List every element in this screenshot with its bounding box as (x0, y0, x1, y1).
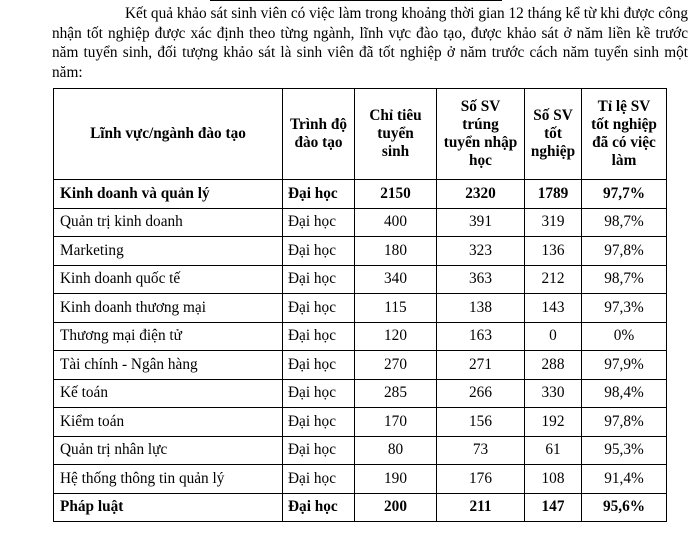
cell-admitted: 73 (437, 436, 525, 465)
intro-text: Kết quả khảo sát sinh viên có việc làm trong khoảng thời gian 12 tháng kể từ khi được công nhận tốt nghiệp được xác định theo từng ngành, lĩnh vực đào tạo, được khảo sát ở năm liền kề trước năm tuyển sinh, đối tượng khảo sát là sinh viên đã tốt nghiệp ở năm trước cách năm tuyển sinh một năm: (52, 5, 688, 81)
cell-field: Kinh doanh quốc tế (54, 265, 283, 294)
cell-level: Đại học (283, 408, 355, 437)
cell-rate: 97,9% (582, 351, 667, 380)
cell-quota: 270 (355, 351, 437, 380)
cell-rate: 97,8% (582, 408, 667, 437)
cell-quota: 80 (355, 436, 437, 465)
cell-field: Hệ thống thông tin quản lý (54, 465, 283, 494)
cell-rate: 98,7% (582, 265, 667, 294)
table-row (54, 322, 667, 351)
top-rule (210, 0, 502, 1)
table-row (54, 265, 667, 294)
cell-field: Pháp luật (54, 493, 283, 522)
cell-graduated: 136 (525, 237, 582, 266)
table-row (54, 379, 667, 408)
cell-quota: 180 (355, 237, 437, 266)
cell-rate: 98,7% (582, 208, 667, 237)
cell-rate: 98,4% (582, 379, 667, 408)
cell-rate: 0% (582, 322, 667, 351)
cell-level: Đại học (283, 265, 355, 294)
cell-admitted: 391 (437, 208, 525, 237)
cell-quota: 2150 (355, 180, 437, 209)
cell-graduated: 1789 (525, 180, 582, 209)
table-body (54, 180, 667, 522)
table-row (54, 436, 667, 465)
cell-rate: 97,8% (582, 237, 667, 266)
header-level: Trình độ đào tạo (283, 89, 355, 180)
header-admitted: Số SV trúng tuyển nhập học (437, 89, 525, 180)
cell-level: Đại học (283, 322, 355, 351)
header-rate: Tỉ lệ SV tốt nghiệp đã có việc làm (582, 89, 667, 180)
cell-admitted: 176 (437, 465, 525, 494)
cell-quota: 340 (355, 265, 437, 294)
cell-quota: 190 (355, 465, 437, 494)
cell-rate: 95,3% (582, 436, 667, 465)
cell-rate: 95,6% (582, 493, 667, 522)
cell-quota: 400 (355, 208, 437, 237)
cell-quota: 200 (355, 493, 437, 522)
cell-field: Thương mại điện tử (54, 322, 283, 351)
cell-graduated: 319 (525, 208, 582, 237)
cell-field: Kinh doanh thương mại (54, 294, 283, 323)
cell-level: Đại học (283, 379, 355, 408)
intro-paragraph (52, 4, 688, 82)
header-graduated: Số SV tốt nghiệp (525, 89, 582, 180)
cell-graduated: 0 (525, 322, 582, 351)
cell-graduated: 330 (525, 379, 582, 408)
cell-field: Kiểm toán (54, 408, 283, 437)
header-field: Lĩnh vực/ngành đào tạo (54, 89, 283, 180)
table-header-row (54, 89, 667, 180)
employment-table (53, 88, 667, 522)
table-row (54, 493, 667, 522)
cell-field: Quản trị nhân lực (54, 436, 283, 465)
cell-admitted: 163 (437, 322, 525, 351)
cell-admitted: 2320 (437, 180, 525, 209)
cell-graduated: 192 (525, 408, 582, 437)
cell-level: Đại học (283, 180, 355, 209)
cell-level: Đại học (283, 351, 355, 380)
cell-field: Tài chính - Ngân hàng (54, 351, 283, 380)
cell-quota: 115 (355, 294, 437, 323)
cell-admitted: 156 (437, 408, 525, 437)
cell-quota: 120 (355, 322, 437, 351)
cell-quota: 170 (355, 408, 437, 437)
cell-admitted: 363 (437, 265, 525, 294)
cell-level: Đại học (283, 208, 355, 237)
table-row (54, 465, 667, 494)
cell-admitted: 138 (437, 294, 525, 323)
cell-level: Đại học (283, 493, 355, 522)
cell-level: Đại học (283, 436, 355, 465)
cell-level: Đại học (283, 294, 355, 323)
cell-level: Đại học (283, 465, 355, 494)
cell-admitted: 211 (437, 493, 525, 522)
cell-level: Đại học (283, 237, 355, 266)
cell-field: Kế toán (54, 379, 283, 408)
header-quota: Chỉ tiêu tuyển sinh (355, 89, 437, 180)
cell-graduated: 108 (525, 465, 582, 494)
cell-rate: 97,7% (582, 180, 667, 209)
cell-graduated: 212 (525, 265, 582, 294)
cell-admitted: 266 (437, 379, 525, 408)
cell-quota: 285 (355, 379, 437, 408)
table-row (54, 180, 667, 209)
table-row (54, 351, 667, 380)
cell-rate: 97,3% (582, 294, 667, 323)
cell-field: Quản trị kinh doanh (54, 208, 283, 237)
cell-rate: 91,4% (582, 465, 667, 494)
cell-admitted: 271 (437, 351, 525, 380)
cell-graduated: 61 (525, 436, 582, 465)
cell-graduated: 288 (525, 351, 582, 380)
cell-field: Kinh doanh và quản lý (54, 180, 283, 209)
table-row (54, 208, 667, 237)
table-row (54, 408, 667, 437)
table-row (54, 237, 667, 266)
cell-graduated: 147 (525, 493, 582, 522)
cell-admitted: 323 (437, 237, 525, 266)
table-row (54, 294, 667, 323)
cell-field: Marketing (54, 237, 283, 266)
cell-graduated: 143 (525, 294, 582, 323)
